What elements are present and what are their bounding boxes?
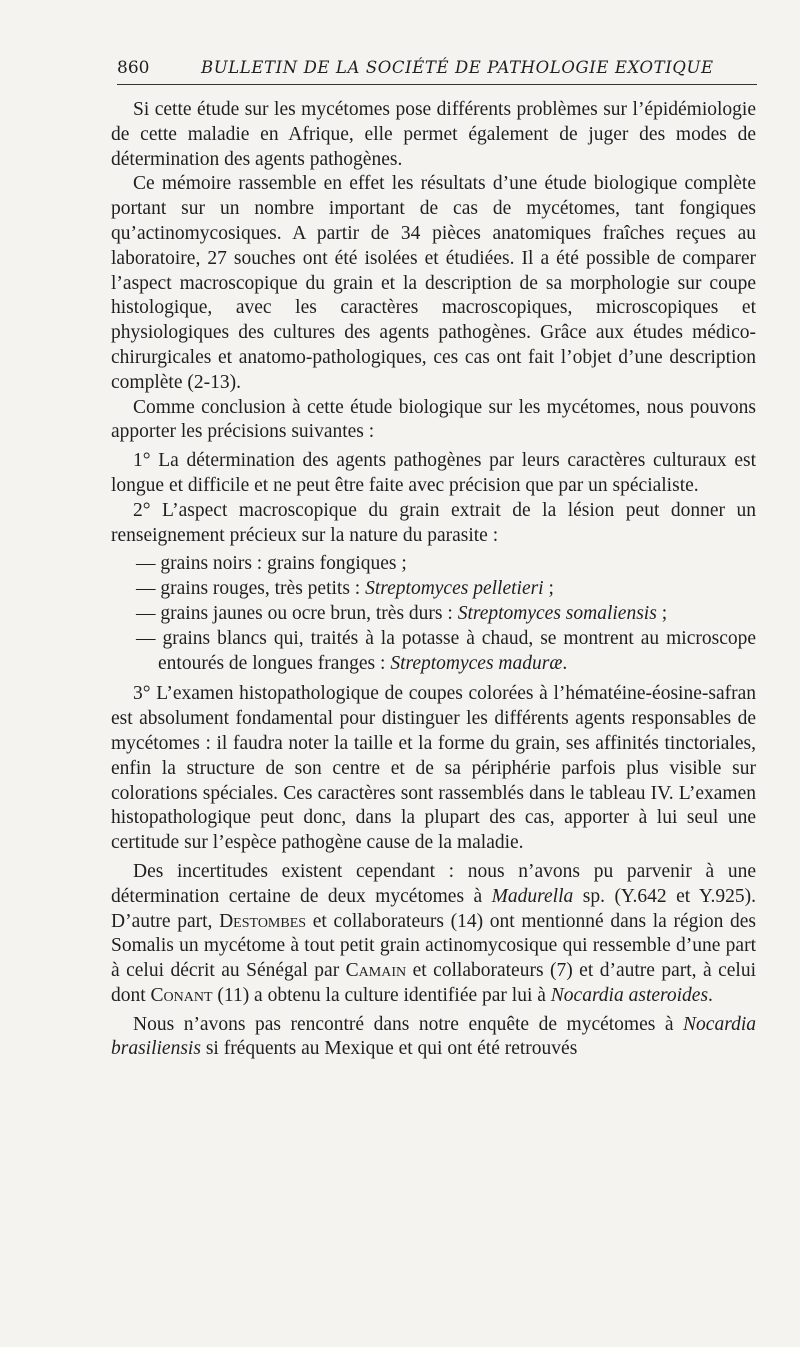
paragraph-final: Nous n’avons pas rencontré dans notre enquête de mycétomes à Nocardia brasiliensis si fréquents au Mexique et qui ont été retrouvés xyxy=(111,1013,756,1060)
list-item: — grains jaunes ou ocre brun, très durs : Streptomyces somaliensis ; xyxy=(136,602,668,624)
list-item: — grains blancs qui, traités à la potasse à chaud, se montrent au microscope entourés de longues franges : Streptomyces maduræ. xyxy=(136,627,757,674)
species-name: Madurella xyxy=(491,885,574,907)
paragraph-uncertainties: Des incertitudes existent cependant : nous n’avons pu parvenir à une détermination certaine de deux mycétomes à Madurella sp. (Y.642 et Y.925). D’autre part, Destombes et collaborateurs (14) ont mentionné dans la région des Somalis un mycétome à tout petit grain actinomycosique qui ressemble d’une part à celui décrit au Sénégal par Camain et collaborateurs (7) et d’autre part, à celui dont Conant (11) a obtenu la culture identifiée par lui à Nocardia asteroides. xyxy=(111,860,756,1006)
paragraph-intro: Si cette étude sur les mycétomes pose différents problèmes sur l’épidémiologie de cette maladie en Afrique, elle permet également de juger des modes de détermination des agents pathogènes. xyxy=(111,99,756,170)
author-name: Destombes xyxy=(219,910,307,932)
article-body xyxy=(111,98,756,1062)
running-title: BULLETIN DE LA SOCIÉTÉ DE PATHOLOGIE EXOTIQUE xyxy=(201,58,714,77)
paragraph-conclusion: Comme conclusion à cette étude biologique sur les mycétomes, nous pouvons apporter les précisions suivantes : xyxy=(111,396,756,443)
author-name: Camain xyxy=(345,960,407,982)
author-name: Conant xyxy=(150,984,213,1006)
paragraph-point-3: 3° L’examen histopathologique de coupes colorées à l’hématéine-éosine-safran est absolument fondamental pour distinguer les différents agents responsables de mycétomes : il faudra noter la taille et la forme du grain, ses affinités tinctoriales, enfin la structure de son centre et de sa périphérie parfois plus visible sur colorations spéciales. Ces caractères sont rassemblés dans le tableau IV. L’examen histopathologique peut donc, dans la plupart des cas, apporter à lui seul une certitude sur l’espèce pathogène cause de la maladie. xyxy=(111,683,756,854)
paragraph-memoir: Ce mémoire rassemble en effet les résultats d’une étude biologique complète portant sur un nombre important de cas de mycétomes, tant fongiques qu’actinomycosiques. A partir de 34 pièces anatomiques fraîches reçues au laboratoire, 27 souches ont été isolées et étudiées. Il a été possible de comparer l’aspect macroscopique du grain et la description de sa morphologie sur coupe histologique, avec les caractères macroscopiques, microscopiques et physiologiques des cultures des agents pathogènes. Grâce aux études médico-chirurgicales et anatomo-pathologiques, ces cas ont fait l’objet d’une description complète (2-13). xyxy=(111,173,756,393)
list-item: — grains rouges, très petits : Streptomyces pelletieri ; xyxy=(136,578,554,600)
species-name: Streptomyces somaliensis xyxy=(457,602,657,624)
species-name: Nocardia brasiliensis xyxy=(111,1013,756,1060)
grain-list xyxy=(111,552,756,676)
species-name: Nocardia asteroides xyxy=(550,984,709,1006)
paragraph-point-1: 1° La détermination des agents pathogènes par leurs caractères culturaux est longue et difficile et ne peut être faite avec précision que par un spécialiste. xyxy=(111,450,756,496)
list-item: — grains noirs : grains fongiques ; xyxy=(136,553,407,575)
page-number: 860 xyxy=(117,58,150,78)
species-name: Streptomyces pelletieri xyxy=(365,578,544,600)
paragraph-point-2: 2° L’aspect macroscopique du grain extrait de la lésion peut donner un renseignement précieux sur la nature du parasite : xyxy=(111,499,756,546)
species-name: Streptomyces maduræ xyxy=(390,652,563,674)
page-header xyxy=(117,54,757,85)
